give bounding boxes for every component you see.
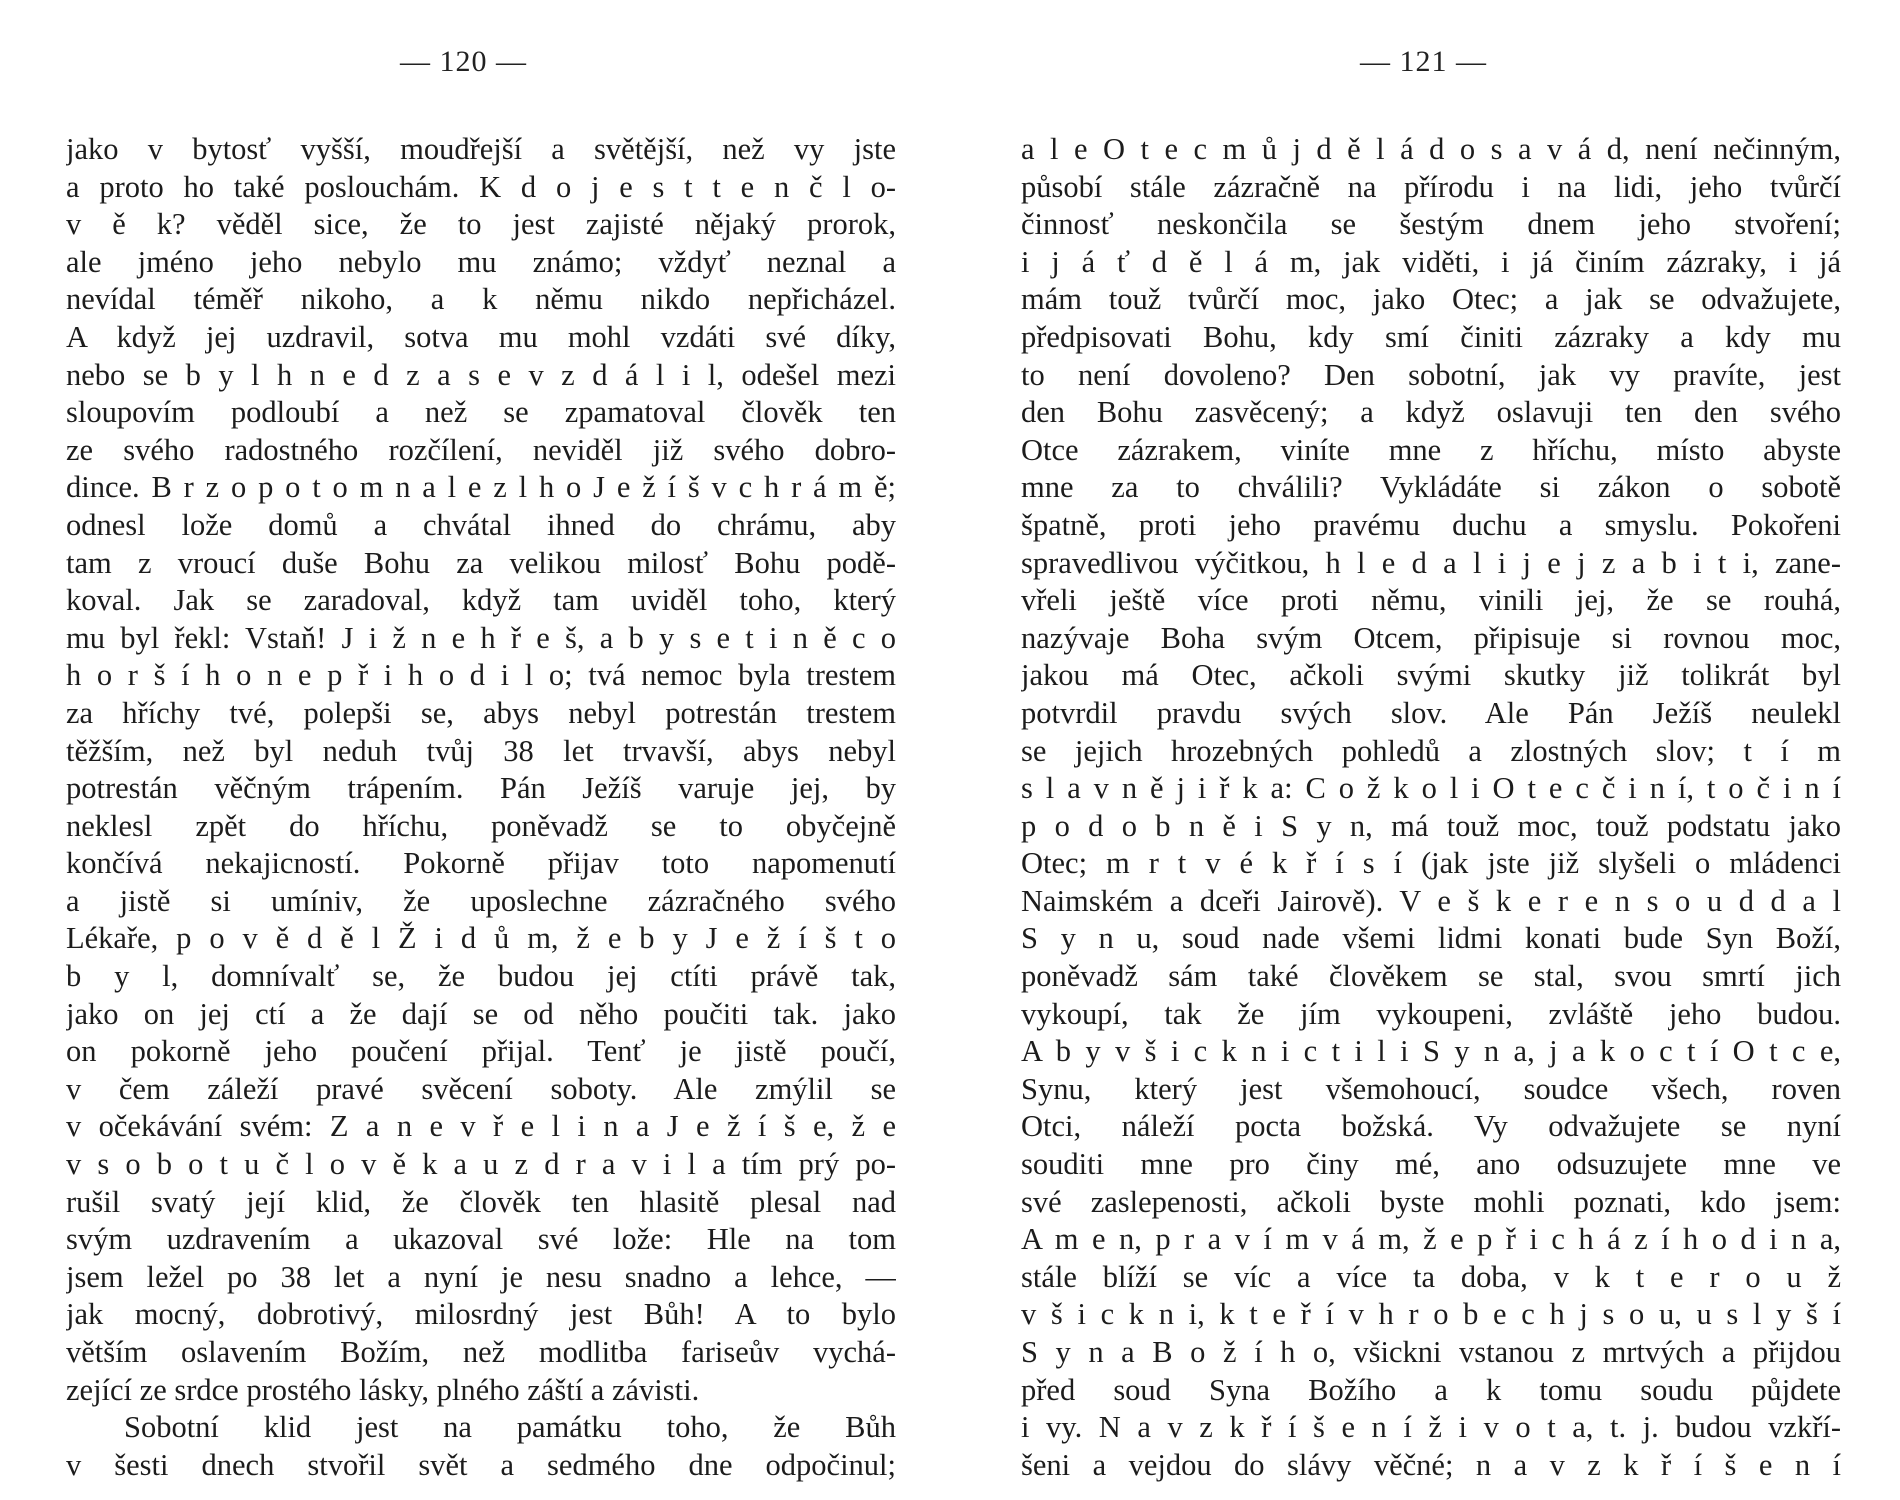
text-line: odnesl lože domů a chvátal ihned do chrámu, aby [66, 507, 896, 542]
text-line: to není dovoleno? Den sobotní, jak vy pravíte, jest [1021, 357, 1841, 392]
text-line: a jistě si umíniv, že uposlechne zázračného svého [66, 883, 896, 918]
text-line: mne za to chválili? Vykládáte si zákon o sobotě [1021, 470, 1841, 505]
text-line: S y n a B o ž í h o, všickni vstanou z mrtvých a přijdou [1021, 1335, 1841, 1369]
text-line: nevídal téměř nikoho, a k němu nikdo nepřicházel. [66, 282, 896, 317]
text-line: sloupovím podloubí a než se zpamatoval člověk ten [66, 395, 896, 430]
text-line: šeni a vejdou do slávy věčné; n a v z k ř í š e n í [1021, 1447, 1841, 1482]
text-line: i vy. N a v z k ř í š e n í ž i v o t a, t. j. budou vzkří- [1021, 1410, 1841, 1445]
text-line: den Bohu zasvěcený; a když oslavuji ten den svého [1021, 395, 1841, 430]
text-line: nebo se b y l h n e d z a s e v z d á l i l, odešel mezi [66, 357, 896, 392]
page-number: — 121 — [1360, 45, 1487, 78]
text-line: vykoupí, tak že jím vykoupeni, zvláště jeho budou. [1021, 996, 1841, 1031]
text-line: před soud Syna Božího a k tomu soudu půjdete [1021, 1372, 1841, 1407]
page-text [66, 131, 896, 1484]
text-line: jakou má Otec, ačkoli svými skutky již tolikrát byl [1021, 658, 1841, 693]
text-line: končívá nekajicností. Pokorně přijav toto napomenutí [66, 846, 896, 881]
text-line: působí stále zázračně na přírodu i na lidi, jeho tvůrčí [1021, 169, 1841, 204]
text-line: A když jej uzdravil, sotva mu mohl vzdáti své díky, [66, 319, 896, 354]
text-line: A m e n, p r a v í m v á m, ž e p ř i c h á z í h o d i n a, [1021, 1222, 1841, 1257]
text-line: S y n u, soud nade všemi lidmi konati bude Syn Boží, [1021, 921, 1841, 956]
text-line: za hříchy tvé, polepši se, abys nebyl potrestán trestem [66, 695, 896, 730]
text-line: neklesl zpět do hříchu, poněvadž se to obyčejně [66, 808, 896, 843]
text-line: zející ze srdce prostého lásky, plného záští a závisti. [66, 1372, 700, 1407]
text-line: Synu, který jest všemohoucí, soudce všech, roven [1021, 1071, 1841, 1106]
text-line: on pokorně jeho poučení přijal. Tenť je jistě poučí, [66, 1034, 896, 1069]
text-line: Lékaře, p o v ě d ě l Ž i d ů m, ž e b y J e ž í š t o [66, 921, 896, 956]
text-line: Otec; m r t v é k ř í s í (jak jste již slyšeli o mládenci [1021, 846, 1841, 881]
text-line: větším oslavením Božím, než modlitba fariseův vychá- [66, 1335, 896, 1369]
text-line: stále blíží se víc a více ta doba, v k t e r o u ž [1021, 1259, 1841, 1294]
text-line: rušil svatý její klid, že člověk ten hlasitě plesal nad [66, 1184, 896, 1219]
text-line: b y l, domnívalť se, že budou jej ctíti právě tak, [66, 959, 896, 994]
text-line: tam z vroucí duše Bohu za velikou milosť Bohu podě- [66, 545, 896, 580]
text-line: A b y v š i c k n i c t i l i S y n a, j a k o c t í O t c e, [1021, 1034, 1841, 1069]
right-page [950, 0, 1900, 1500]
text-line: mu byl řekl: Vstaň! J i ž n e h ř e š, a b y s e t i n ě c o [66, 620, 896, 655]
text-line: souditi mne pro činy mé, ano odsuzujete mne ve [1021, 1147, 1841, 1182]
text-line: se jejich hrozebných pohledů a zlostných slov; t í m [1021, 733, 1841, 768]
text-line: jako v bytosť vyšší, moudřejší a světější, než vy jste [66, 132, 896, 166]
text-line: špatně, proti jeho pravému duchu a smyslu. Pokořeni [1021, 507, 1841, 542]
text-line: s l a v n ě j i ř k a: C o ž k o l i O t e c č i n í, t o č i n í [1021, 771, 1841, 806]
text-line: dince. B r z o p o t o m n a l e z l h o J e ž í š v c h r á m ě; [66, 470, 896, 505]
text-line: Otce zázrakem, viníte mne z hříchu, místo abyste [1021, 432, 1841, 467]
text-line: jako on jej ctí a že dají se od něho poučiti tak. jako [66, 996, 896, 1031]
page-number: — 120 — [400, 45, 527, 78]
text-line: Naimském a dceři Jairově). V e š k e r e n s o u d d a l [1021, 883, 1841, 918]
text-line: p o d o b n ě i S y n, má touž moc, touž podstatu jako [1021, 808, 1841, 843]
text-line: ale jméno jeho nebylo mu známo; vždyť neznal a [66, 244, 896, 279]
text-line: i j á ť d ě l á m, jak viděti, i já činím zázraky, i já [1021, 244, 1841, 279]
text-line: v šesti dnech stvořil svět a sedmého dne odpočinul; [66, 1447, 896, 1482]
text-line: a l e O t e c m ů j d ě l á d o s a v á d, není nečinným, [1021, 132, 1841, 166]
text-line: koval. Jak se zaradoval, když tam uviděl toho, který [66, 583, 896, 618]
text-line: v ě k? věděl sice, že to jest zajisté nějaký prorok, [66, 207, 896, 242]
text-line: jsem ležel po 38 let a nyní je nesu snadno a lehce, — [66, 1259, 896, 1294]
text-line: své zaslepenosti, ačkoli byste mohli poznati, kdo jsem: [1021, 1184, 1841, 1219]
text-line: v očekávání svém: Z a n e v ř e l i n a J e ž í š e, ž e [66, 1109, 896, 1144]
text-line: těžším, než byl neduh tvůj 38 let trvavší, abys nebyl [66, 733, 896, 768]
text-line: a proto ho také poslouchám. K d o j e s t t e n č l o- [66, 169, 896, 204]
text-line: v š i c k n i, k t e ř í v h r o b e c h j s o u, u s l y š í [1021, 1297, 1841, 1332]
text-line: v s o b o t u č l o v ě k a u z d r a v i l a tím prý po- [66, 1147, 896, 1182]
text-line: nazývaje Boha svým Otcem, připisuje si rovnou moc, [1021, 620, 1841, 655]
text-line: předpisovati Bohu, kdy smí činiti zázraky a kdy mu [1021, 319, 1841, 354]
text-line: poněvadž sám také člověkem se stal, svou smrtí jich [1021, 959, 1841, 994]
text-line: vřeli ještě více proti němu, vinili jej, že se rouhá, [1021, 583, 1841, 618]
text-line: svým uzdravením a ukazoval své lože: Hle na tom [66, 1222, 896, 1257]
text-line: Sobotní klid jest na památku toho, že Bůh [124, 1410, 896, 1445]
text-line: potvrdil pravdu svých slov. Ale Pán Ježíš neulekl [1021, 695, 1841, 730]
text-line: mám touž tvůrčí moc, jako Otec; a jak se odvažujete, [1021, 282, 1841, 317]
text-line: Otci, náleží pocta božská. Vy odvažujete se nyní [1021, 1109, 1841, 1144]
text-line: spravedlivou výčitkou, h l e d a l i j e j z a b i t i, zane- [1021, 545, 1841, 580]
text-line: h o r š í h o n e p ř i h o d i l o; tvá nemoc byla trestem [66, 658, 896, 693]
page-text [1021, 131, 1841, 1484]
text-line: jak mocný, dobrotivý, milosrdný jest Bůh! A to bylo [66, 1297, 896, 1332]
text-line: ze svého radostného rozčílení, neviděl již svého dobro- [66, 432, 896, 467]
text-line: činnosť neskončila se šestým dnem jeho stvoření; [1021, 207, 1841, 242]
text-line: potrestán věčným trápením. Pán Ježíš varuje jej, by [66, 771, 896, 806]
text-line: v čem záleží pravé svěcení soboty. Ale zmýlil se [66, 1071, 896, 1106]
